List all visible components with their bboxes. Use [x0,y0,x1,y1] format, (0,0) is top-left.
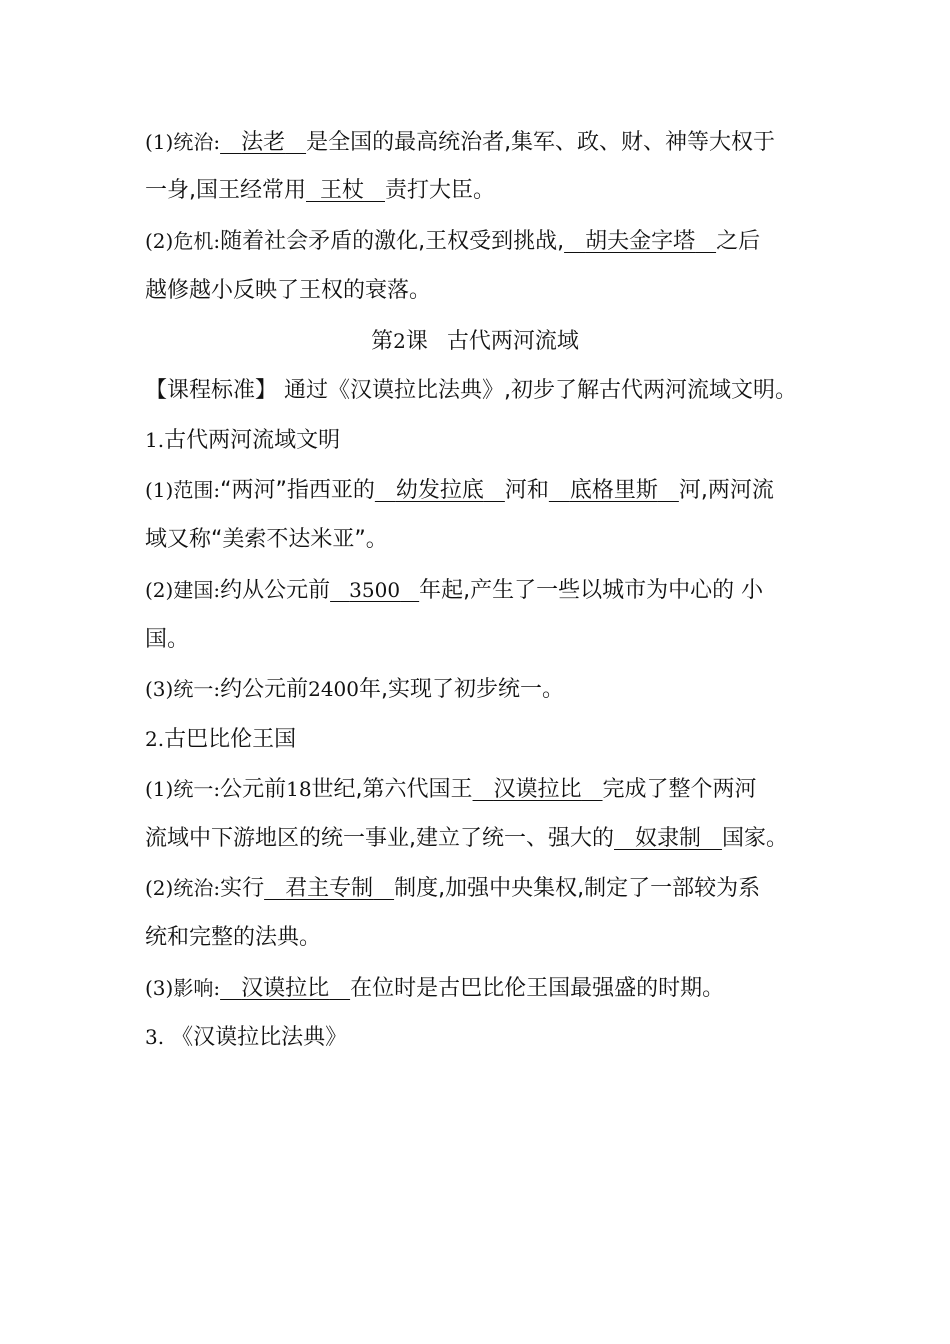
item-label: (1)统治: [145,130,221,154]
fill-blank: 3500 [349,578,401,602]
fill-blank: 王杖 [320,178,365,203]
sec1-item2-line1: (2)危机:随着社会矛盾的激化,王权受到挑战, 胡夫金字塔 之后 [145,229,761,254]
h1-item1-line1: (1)范围:“两河”指西亚的 幼发拉底 河和 底格里斯 河,两河流 [145,478,774,503]
item-label: (1)范围: [145,478,221,502]
fill-blank: 汉谟拉比 [493,777,582,802]
item-label: (1)统一: [145,777,221,801]
item-label: (3)统一: [145,677,221,701]
fill-blank: 汉谟拉比 [241,976,330,1001]
fill-blank: 法老 [241,130,286,155]
h2-item1-line1: (1)统一:公元前18世纪,第六代国王 汉谟拉比 完成了整个两河 [145,777,757,802]
h1-item2-line1: (2)建国:约从公元前 3500 年起,产生了一些以城市为中心的 小 [145,578,764,603]
h1-item3: (3)统一:约公元前2400年,实现了初步统一。 [145,677,564,702]
h2-item3: (3)影响: 汉谟拉比 在位时是古巴比伦王国最强盛的时期。 [145,976,725,1001]
fill-blank: 幼发拉底 [395,478,484,503]
section-heading-3: 3. 《汉谟拉比法典》 [145,1025,348,1050]
sec1-item2-line2: 越修越小反映了王权的衰落。 [145,278,432,303]
sec1-item1-line2: 一身,国王经常用 王杖 责打大臣。 [145,178,496,203]
course-standard: 【课程标准】 通过《汉谟拉比法典》,初步了解古代两河流域文明。 [145,378,798,403]
item-label: (2)统治: [145,876,221,900]
lesson-title: 第2课 古代两河流域 [371,329,579,354]
h1-item2-line2: 国。 [145,627,190,652]
item-label: (2)危机: [145,229,221,253]
item-label: (2)建国: [145,578,221,602]
section-heading-1: 1.古代两河流域文明 [145,428,341,453]
fill-blank: 小 [741,578,764,603]
standard-label: 【课程标准】 [145,378,278,403]
sec1-item1-line1: (1)统治: 法老 是全国的最高统治者,集军、政、财、神等大权于 [145,130,776,155]
h2-item1-line2: 流域中下游地区的统一事业,建立了统一、强大的 奴隶制 国家。 [145,826,788,851]
h2-item2-line2: 统和完整的法典。 [145,925,322,950]
fill-blank: 君主专制 [285,876,374,901]
section-heading-2: 2.古巴比伦王国 [145,727,297,752]
h1-item1-line2: 域又称“美索不达米亚”。 [145,527,388,552]
fill-blank: 奴隶制 [634,826,701,851]
fill-blank: 底格里斯 [569,478,658,503]
item-label: (3)影响: [145,976,221,1000]
fill-blank: 胡夫金字塔 [585,229,696,254]
h2-item2-line1: (2)统治:实行 君主专制 制度,加强中央集权,制定了一部较为系 [145,876,761,901]
